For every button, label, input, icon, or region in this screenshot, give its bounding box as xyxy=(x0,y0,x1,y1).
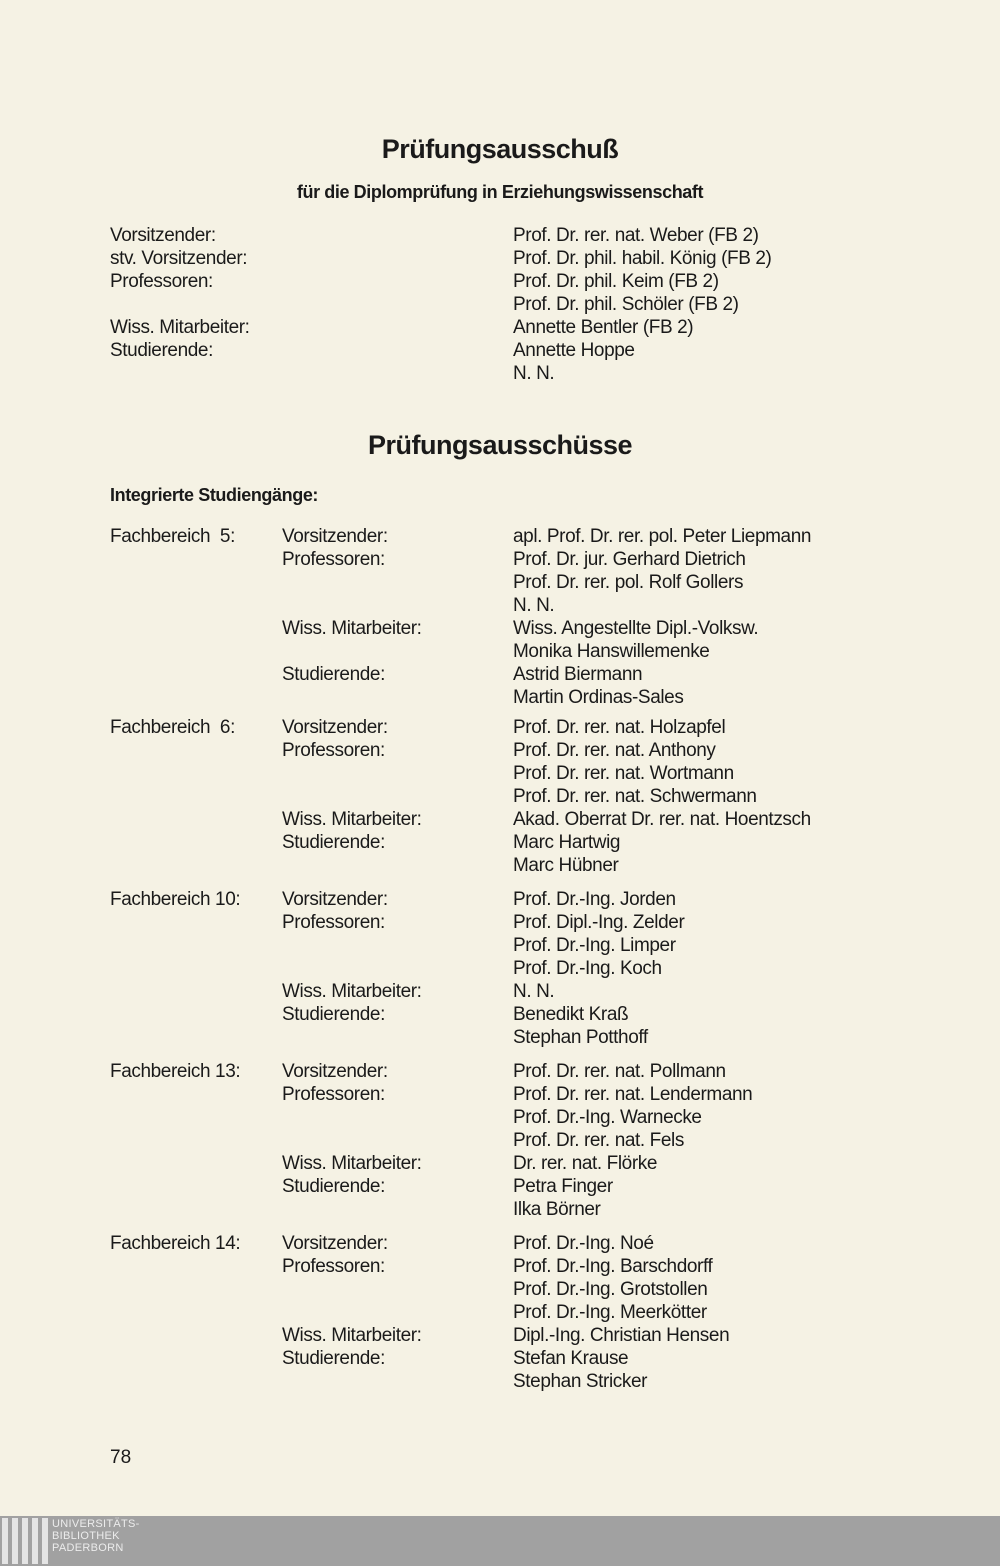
role-label: Professoren: xyxy=(110,271,213,292)
member-row xyxy=(0,980,1000,1003)
member-row xyxy=(0,1175,1000,1198)
member-row xyxy=(0,1278,1000,1301)
member-row xyxy=(0,316,1000,339)
member-name: Prof. Dr. rer. nat. Holzapfel xyxy=(513,717,726,738)
member-row xyxy=(0,1370,1000,1393)
fachbereich-label: Fachbereich 13: xyxy=(110,1061,241,1082)
member-name: Prof. Dr.-Ing. Meerkötter xyxy=(513,1302,707,1323)
member-name: N. N. xyxy=(513,595,555,616)
member-name: Prof. Dr.-Ing. Koch xyxy=(513,958,662,979)
member-row xyxy=(0,1083,1000,1106)
role-label: Vorsitzender: xyxy=(282,889,388,910)
fachbereich-label: Fachbereich 5: xyxy=(110,526,235,547)
logo-line: BIBLIOTHEK xyxy=(52,1530,120,1542)
member-name: Prof. Dr.-Ing. Noé xyxy=(513,1233,654,1254)
member-row xyxy=(0,785,1000,808)
fachbereich-block xyxy=(0,716,1000,877)
role-label: Studierende: xyxy=(282,664,385,685)
member-name: Akad. Oberrat Dr. rer. nat. Hoentzsch xyxy=(513,809,811,830)
member-name: Monika Hanswillemenke xyxy=(513,641,710,662)
member-row xyxy=(0,739,1000,762)
member-row xyxy=(0,1347,1000,1370)
member-row xyxy=(0,716,1000,739)
library-logo-text xyxy=(52,1518,140,1554)
fachbereich-block xyxy=(0,1060,1000,1221)
member-name: Dipl.-Ing. Christian Hensen xyxy=(513,1325,730,1346)
member-name: Marc Hartwig xyxy=(513,832,621,853)
member-name: Prof. Dr. phil. habil. König (FB 2) xyxy=(513,248,772,269)
member-row xyxy=(0,957,1000,980)
role-label: Professoren: xyxy=(282,740,385,761)
member-row xyxy=(0,1198,1000,1221)
member-row xyxy=(0,663,1000,686)
member-name: Annette Hoppe xyxy=(513,340,635,361)
member-name: Stefan Krause xyxy=(513,1348,629,1369)
member-name: Prof. Dr. rer. nat. Wortmann xyxy=(513,763,734,784)
member-name: Prof. Dr. rer. nat. Fels xyxy=(513,1130,684,1151)
logo-line: UNIVERSITÄTS- xyxy=(52,1518,140,1530)
member-name: Prof. Dr. phil. Schöler (FB 2) xyxy=(513,294,739,315)
member-row xyxy=(0,1106,1000,1129)
member-row xyxy=(0,1255,1000,1278)
role-label: Vorsitzender: xyxy=(282,1061,388,1082)
role-label: Professoren: xyxy=(282,1256,385,1277)
member-name: apl. Prof. Dr. rer. pol. Peter Liepmann xyxy=(513,526,812,547)
member-name: Dr. rer. nat. Flörke xyxy=(513,1153,658,1174)
member-row xyxy=(0,548,1000,571)
footer-bar xyxy=(0,1516,1000,1566)
member-name: Prof. Dr.-Ing. Grotstollen xyxy=(513,1279,708,1300)
member-row xyxy=(0,1026,1000,1049)
section1-subtitle: für die Diplomprüfung in Erziehungswissenschaft xyxy=(296,182,704,202)
member-row xyxy=(0,888,1000,911)
member-name: Prof. Dr. rer. nat. Schwermann xyxy=(513,786,757,807)
member-row xyxy=(0,224,1000,247)
role-label: Professoren: xyxy=(282,912,385,933)
member-name: Prof. Dr. rer. nat. Lendermann xyxy=(513,1084,753,1105)
role-label: Wiss. Mitarbeiter: xyxy=(110,317,250,338)
member-name: Prof. Dr.-Ing. Barschdorff xyxy=(513,1256,713,1277)
member-row xyxy=(0,1232,1000,1255)
member-name: Prof. Dr. rer. nat. Anthony xyxy=(513,740,716,761)
member-name: Annette Bentler (FB 2) xyxy=(513,317,694,338)
member-name: Prof. Dr. rer. nat. Weber (FB 2) xyxy=(513,225,759,246)
member-row xyxy=(0,686,1000,709)
role-label: Wiss. Mitarbeiter: xyxy=(282,1325,422,1346)
member-row xyxy=(0,1324,1000,1347)
fachbereich-block xyxy=(0,888,1000,1049)
member-row xyxy=(0,1060,1000,1083)
role-label: Studierende: xyxy=(282,1176,385,1197)
member-row xyxy=(0,762,1000,785)
member-row xyxy=(0,247,1000,270)
member-name: Prof. Dr.-Ing. Warnecke xyxy=(513,1107,702,1128)
member-name: Prof. Dr.-Ing. Limper xyxy=(513,935,676,956)
member-row xyxy=(0,594,1000,617)
role-label: Studierende: xyxy=(110,340,213,361)
role-label: Studierende: xyxy=(282,1004,385,1025)
member-name: Ilka Börner xyxy=(513,1199,601,1220)
role-label: Vorsitzender: xyxy=(282,526,388,547)
member-name: Wiss. Angestellte Dipl.-Volksw. xyxy=(513,618,759,639)
member-row xyxy=(0,934,1000,957)
member-row xyxy=(0,1301,1000,1324)
member-name: Prof. Dr. jur. Gerhard Dietrich xyxy=(513,549,746,570)
role-label: Professoren: xyxy=(282,549,385,570)
role-label: Wiss. Mitarbeiter: xyxy=(282,809,422,830)
member-row xyxy=(0,854,1000,877)
section1-title: Prüfungsausschuß xyxy=(381,134,619,164)
member-name: Stephan Potthoff xyxy=(513,1027,648,1048)
member-row xyxy=(0,270,1000,293)
library-logo-icon xyxy=(2,1518,48,1564)
role-label: Vorsitzender: xyxy=(110,225,216,246)
member-name: N. N. xyxy=(513,981,555,1002)
logo-line: PADERBORN xyxy=(52,1542,124,1554)
member-row xyxy=(0,293,1000,316)
member-name: Benedikt Kraß xyxy=(513,1004,629,1025)
member-row xyxy=(0,831,1000,854)
member-row xyxy=(0,808,1000,831)
member-name: Prof. Dr. rer. nat. Pollmann xyxy=(513,1061,726,1082)
section2-subheading: Integrierte Studiengänge: xyxy=(110,485,319,505)
member-name: Prof. Dr. phil. Keim (FB 2) xyxy=(513,271,719,292)
member-row xyxy=(0,339,1000,362)
member-name: Prof. Dr. rer. pol. Rolf Gollers xyxy=(513,572,744,593)
fachbereich-label: Fachbereich 6: xyxy=(110,717,235,738)
page-number: 78 xyxy=(110,1447,132,1468)
member-name: Prof. Dipl.-Ing. Zelder xyxy=(513,912,685,933)
role-label: Studierende: xyxy=(282,832,385,853)
role-label: stv. Vorsitzender: xyxy=(110,248,248,269)
member-name: Stephan Stricker xyxy=(513,1371,648,1392)
fachbereich-block xyxy=(0,525,1000,709)
role-label: Wiss. Mitarbeiter: xyxy=(282,618,422,639)
member-name: Prof. Dr.-Ing. Jorden xyxy=(513,889,676,910)
member-row xyxy=(0,617,1000,640)
role-label: Wiss. Mitarbeiter: xyxy=(282,1153,422,1174)
role-label: Vorsitzender: xyxy=(282,717,388,738)
fachbereich-block xyxy=(0,1232,1000,1393)
member-name: N. N. xyxy=(513,363,555,384)
member-row xyxy=(0,1003,1000,1026)
section2-title: Prüfungsausschüsse xyxy=(367,430,633,460)
member-row xyxy=(0,1129,1000,1152)
member-row xyxy=(0,1152,1000,1175)
member-row xyxy=(0,362,1000,385)
member-name: Marc Hübner xyxy=(513,855,619,876)
member-row xyxy=(0,571,1000,594)
member-name: Astrid Biermann xyxy=(513,664,643,685)
role-label: Vorsitzender: xyxy=(282,1233,388,1254)
member-name: Martin Ordinas-Sales xyxy=(513,687,684,708)
member-name: Petra Finger xyxy=(513,1176,613,1197)
member-row xyxy=(0,911,1000,934)
section1-list xyxy=(0,224,1000,385)
role-label: Wiss. Mitarbeiter: xyxy=(282,981,422,1002)
role-label: Professoren: xyxy=(282,1084,385,1105)
member-row xyxy=(0,525,1000,548)
fachbereich-label: Fachbereich 14: xyxy=(110,1233,241,1254)
role-label: Studierende: xyxy=(282,1348,385,1369)
fachbereich-label: Fachbereich 10: xyxy=(110,889,241,910)
member-row xyxy=(0,640,1000,663)
